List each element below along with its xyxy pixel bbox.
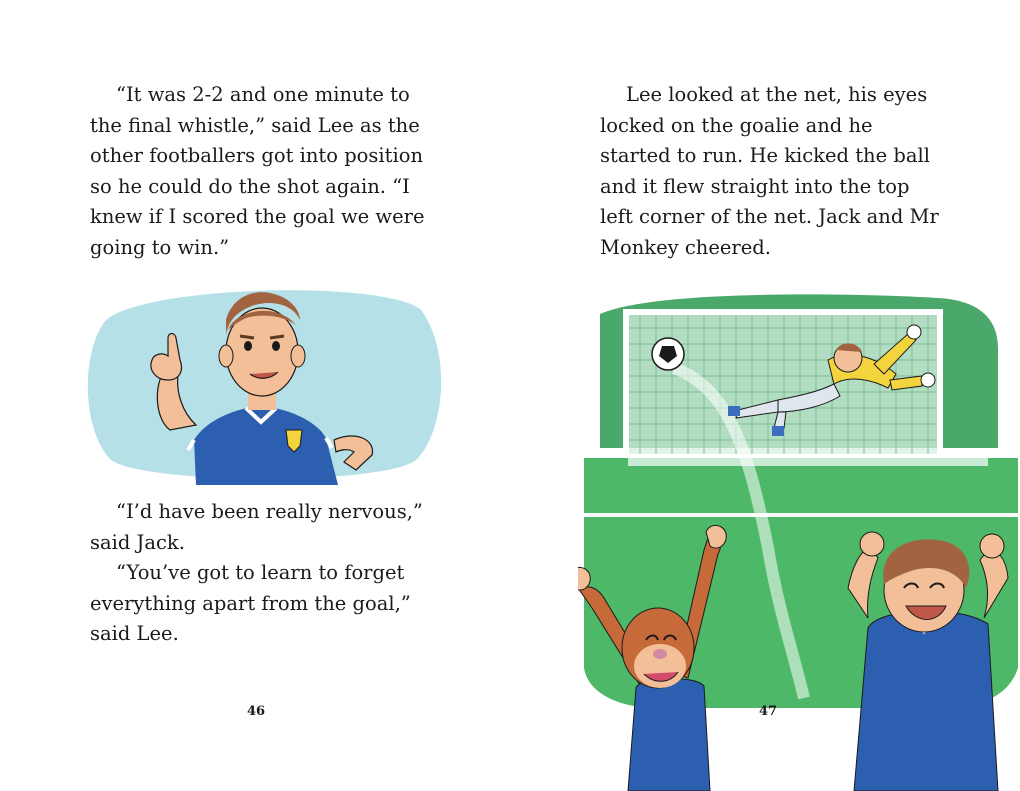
- jack: [848, 532, 1008, 791]
- page-number: 47: [758, 704, 778, 719]
- pitch-line: [578, 513, 1020, 517]
- page-number: 46: [246, 704, 266, 719]
- paragraph: “You’ve got to learn to forget everything apart from the goal,” said Lee.: [90, 561, 411, 645]
- paragraph: “I’d have been really nervous,” said Jack.: [90, 500, 423, 554]
- paragraph: “It was 2-2 and one minute to the final whistle,” said Lee as the other footballers got into position so he could do the shot again. “I knew if I scored the goal we were going to win.”: [90, 83, 425, 259]
- story-text-bottom: [90, 497, 430, 650]
- paragraph: Lee looked at the net, his eyes locked on the goalie and he started to run. He kicked the ball and it flew straight into the top left corner of the net. Jack and Mr Monkey cheered.: [600, 83, 939, 259]
- lee-pointing-illustration: [86, 280, 442, 485]
- story-text: [600, 80, 940, 263]
- goal-celebration-illustration: [578, 288, 1020, 791]
- story-text-top: [90, 80, 430, 263]
- right-page: [510, 0, 1020, 791]
